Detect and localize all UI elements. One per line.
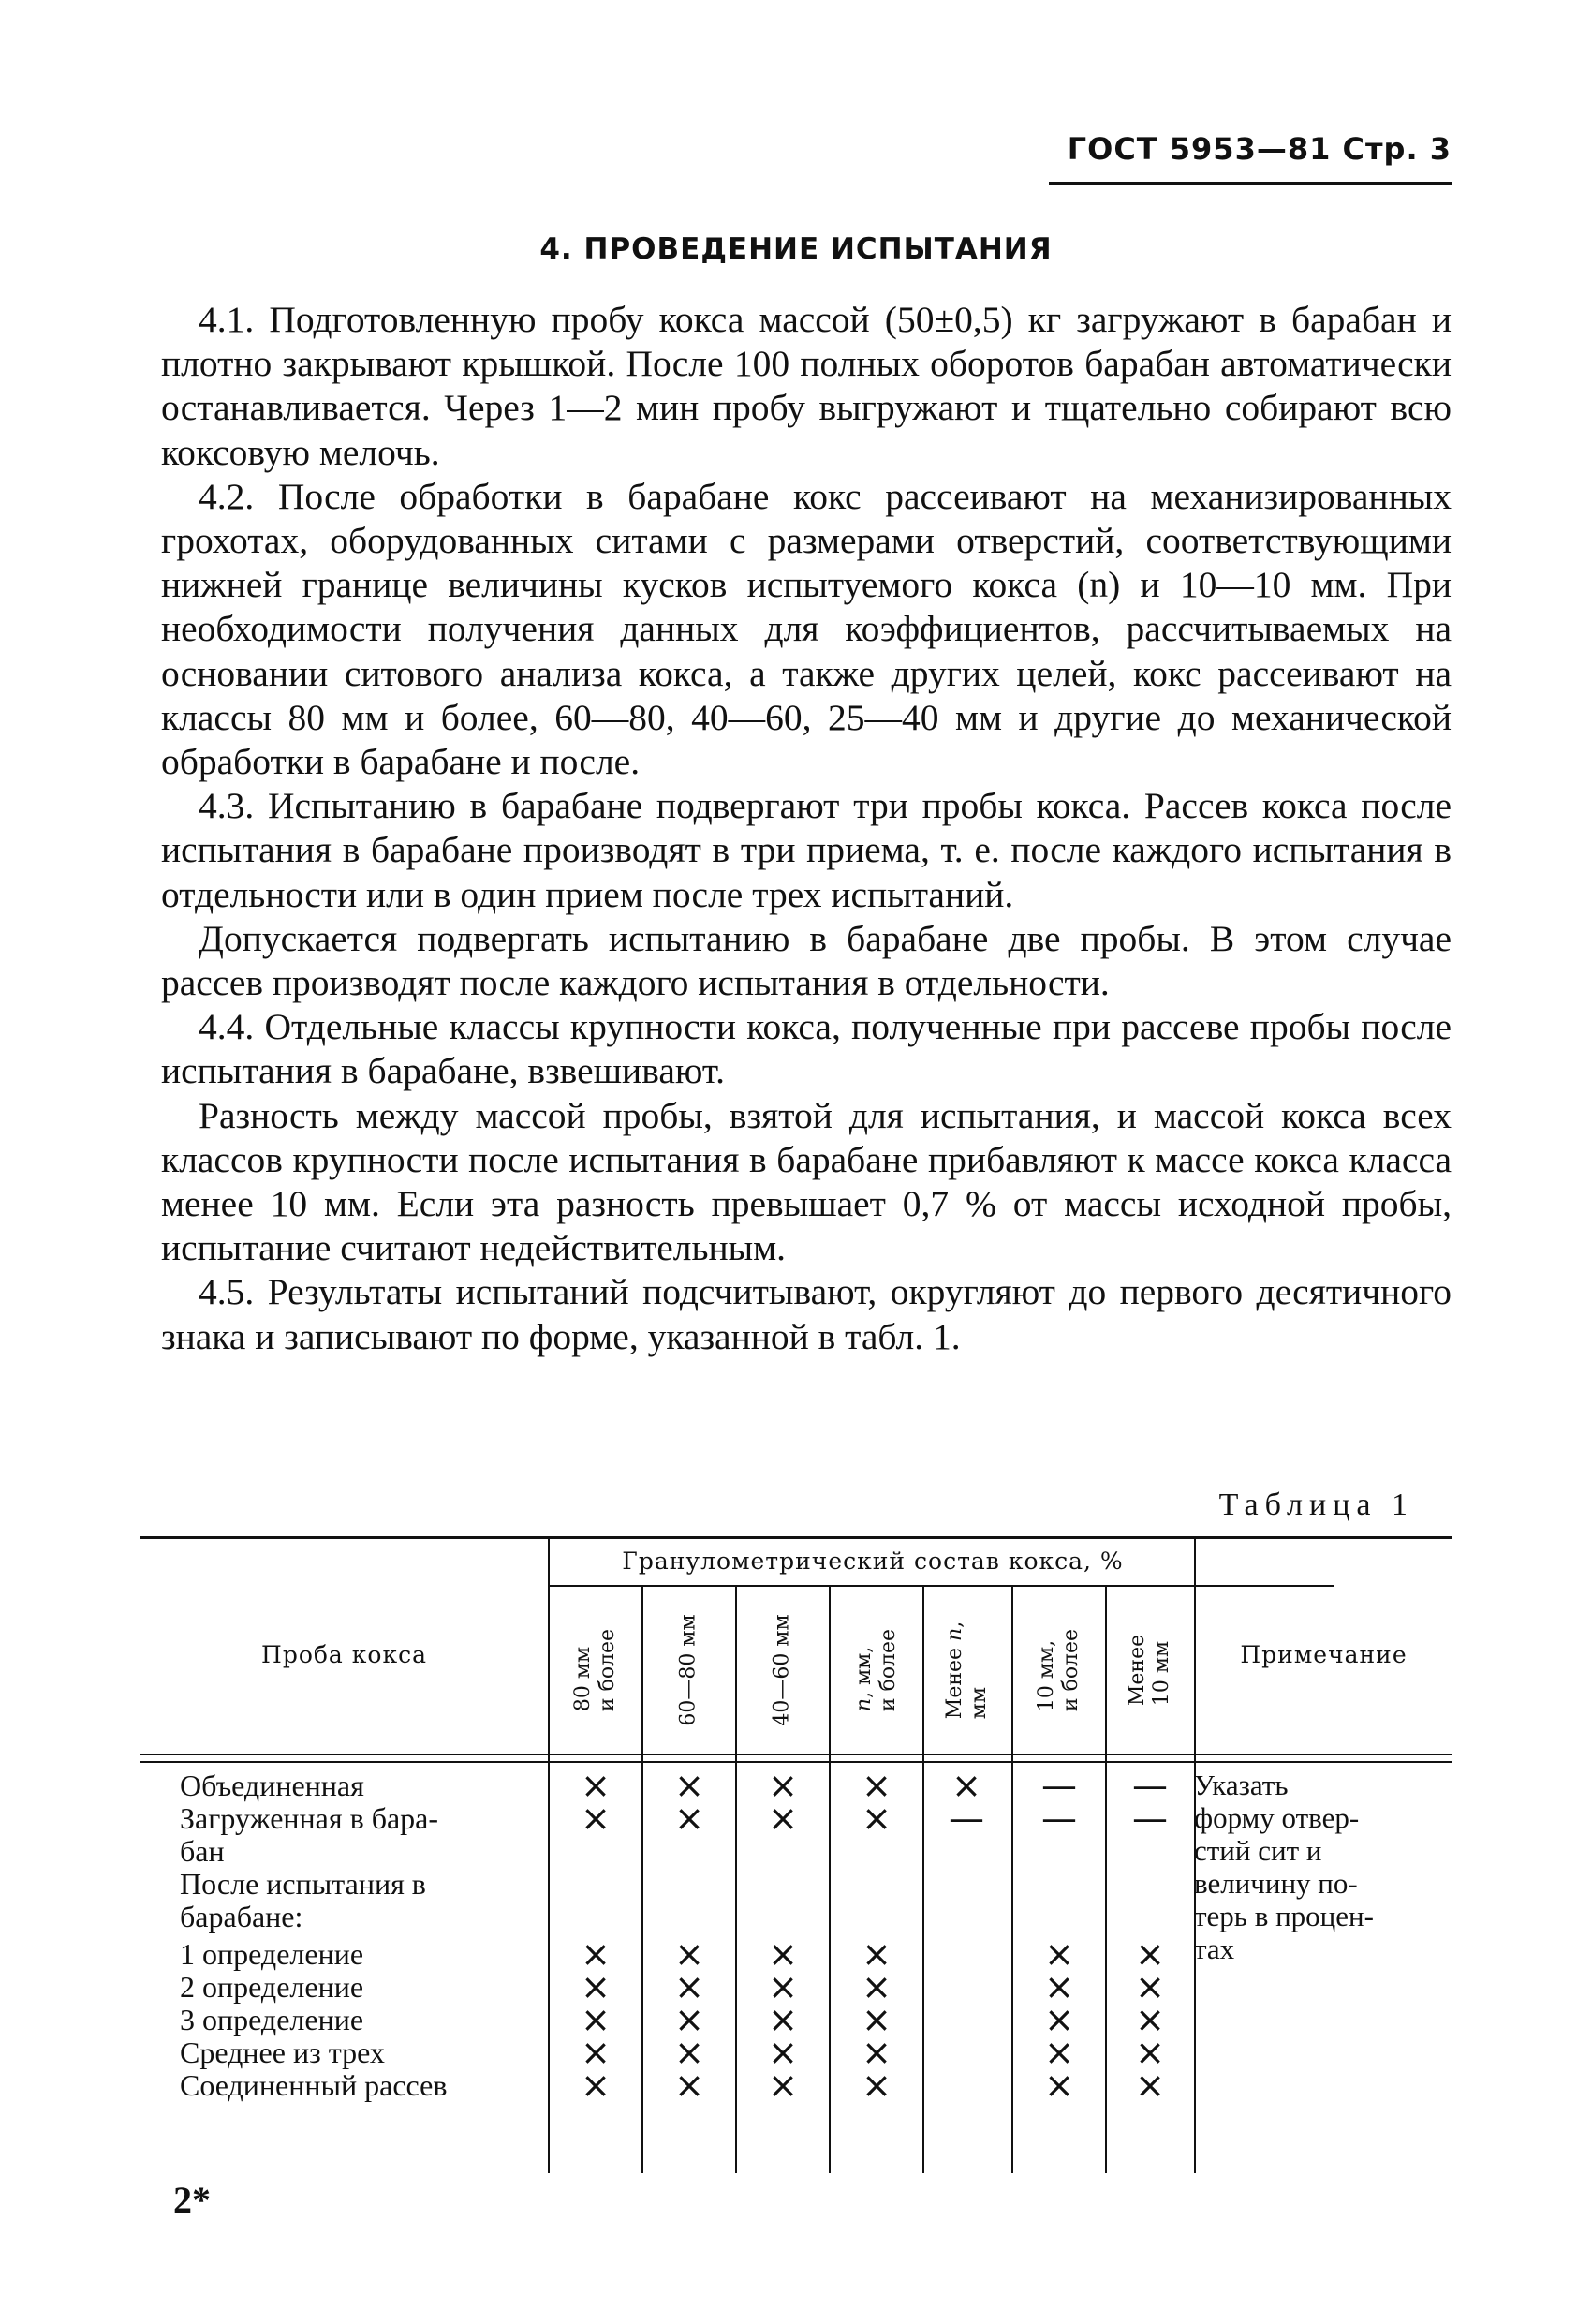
paragraph-4-4: 4.4. Отдельные классы крупности кокса, полученные при рассеве пробы после испытания в барабане, взвешивают. (161, 1006, 1452, 1092)
size-head-less-n (924, 1587, 1011, 1754)
paragraph-allowance: Допускается подвергать испытанию в барабане две пробы. В этом случае рассев производят после каждого испытания в отдельности. (161, 917, 1452, 1004)
cross-mark: × (768, 1798, 798, 1839)
cross-mark: × (768, 2032, 798, 2073)
cross-mark: × (862, 1798, 892, 1839)
paragraph-4-2: 4.2. После обработки в барабане кокс рассеивают на механизированных грохотах, оборудованных ситами с размерами отверстий, соответствующими нижней границе величины кусков испытуемого кокса (n) и 10—10 мм. При необходимости получения данных для коэффициентов, рассчитываемых на основании ситового анализа кокса, а также других целей, кокс рассеивают на классы 80 мм и более, 60—80, 40—60, 25—40 мм и другие до механической обработки в барабане и после. (161, 475, 1452, 783)
size-head-text: 10 мм, и более (1034, 1628, 1083, 1712)
note-line: тах (1194, 1932, 1235, 1965)
size-head-10 (1013, 1587, 1105, 1754)
cross-mark: × (1044, 2032, 1074, 2073)
cross-mark: × (951, 1765, 981, 1806)
row-label: барабане: (180, 1900, 303, 1933)
col-head-group: Гранулометрический состав кокса, % (622, 1547, 1124, 1575)
size-head-less-10 (1107, 1587, 1194, 1754)
cross-mark: × (862, 2032, 892, 2073)
cross-mark: × (768, 1765, 798, 1806)
dash-mark: — (1041, 1765, 1077, 1806)
cross-mark: × (1135, 2065, 1165, 2106)
dash-mark: — (949, 1798, 984, 1839)
header-bottom-rule-1 (140, 1754, 1452, 1755)
paragraph-4-5: 4.5. Результаты испытаний подсчитывают, округляют до первого десятичного знака и записывают по форме, указанной в табл. 1. (161, 1271, 1452, 1357)
row-label: Соединенный рассев (180, 2068, 448, 2102)
cross-mark: × (581, 1798, 611, 1839)
table-top-rule (140, 1536, 1452, 1539)
size-head-80 (550, 1587, 641, 1754)
cross-mark: × (1135, 2032, 1165, 2073)
cross-mark: × (674, 1999, 704, 2040)
header-rule (1049, 182, 1452, 185)
cross-mark: × (1135, 1933, 1165, 1975)
row-label: Объединенная (180, 1769, 364, 1802)
cross-mark: × (674, 1798, 704, 1839)
cross-mark: × (862, 2065, 892, 2106)
cross-mark: × (1044, 1933, 1074, 1975)
cross-mark: × (862, 1999, 892, 2040)
note-line: терь в процен- (1194, 1900, 1374, 1932)
size-head-text: Менее n, мм (943, 1621, 992, 1720)
cross-mark: × (1135, 1966, 1165, 2007)
note-line: форму отвер- (1194, 1801, 1360, 1834)
body-text (161, 298, 1452, 1359)
row-label: бан (180, 1834, 225, 1868)
cross-mark: × (1044, 1999, 1074, 2040)
cross-mark: × (768, 1966, 798, 2007)
cross-mark: × (1135, 1999, 1165, 2040)
size-head-60-80 (643, 1587, 735, 1754)
cross-mark: × (1044, 1966, 1074, 2007)
row-label: Среднее из трех (180, 2035, 385, 2069)
cross-mark: × (862, 1765, 892, 1806)
size-head-text: n, мм, и более (851, 1628, 900, 1712)
cross-mark: × (581, 2065, 611, 2106)
dash-mark: — (1132, 1765, 1168, 1806)
section-title: 4. ПРОВЕДЕНИЕ ИСПЫТАНИЯ (539, 232, 1053, 266)
dash-mark: — (1132, 1798, 1168, 1839)
size-head-text: 80 мм и более (570, 1628, 619, 1712)
row-label: Загруженная в бара- (180, 1801, 439, 1835)
cross-mark: × (581, 1765, 611, 1806)
row-label: 3 определение (180, 2003, 364, 2036)
row-label: 2 определение (180, 1970, 364, 2004)
paragraph-4-3: 4.3. Испытанию в барабане подвергают три пробы кокса. Рассев кокса после испытания в барабане производят в три приема, т. е. после каждого испытания в отдельности или в один прием после трех испытаний. (161, 785, 1452, 915)
size-head-text: 60—80 мм (677, 1614, 700, 1726)
note-line: величину по- (1194, 1867, 1358, 1900)
cross-mark: × (674, 1933, 704, 1975)
granulometry-table (140, 1536, 1452, 2173)
cross-mark: × (581, 2032, 611, 2073)
size-head-text: Менее 10 мм (1126, 1634, 1174, 1707)
cross-mark: × (581, 1999, 611, 2040)
cross-mark: × (862, 1933, 892, 1975)
cross-mark: × (581, 1933, 611, 1975)
paragraph-4-1: 4.1. Подготовленную пробу кокса массой (50±0,5) кг загружают в барабан и плотно закрывают крышкой. После 100 полных оборотов барабан автоматически останавливается. Через 1—2 мин пробу выгружают и тщательно собирают всю коксовую мелочь. (161, 299, 1452, 473)
table-caption: Таблица 1 (1218, 1488, 1414, 1522)
size-head-n (831, 1587, 922, 1754)
dash-mark: — (1041, 1798, 1077, 1839)
cross-mark: × (674, 2032, 704, 2073)
cross-mark: × (862, 1966, 892, 2007)
cross-mark: × (768, 2065, 798, 2106)
note-line: стий сит и (1194, 1834, 1322, 1867)
cross-mark: × (768, 1933, 798, 1975)
cross-mark: × (674, 1765, 704, 1806)
size-head-40-60 (737, 1587, 829, 1754)
col-head-sample: Проба кокса (261, 1641, 427, 1668)
col-head-note: Примечание (1240, 1641, 1408, 1668)
page-header: ГОСТ 5953—81 Стр. 3 (1067, 131, 1452, 167)
row-label: После испытания в (180, 1867, 426, 1901)
cross-mark: × (674, 1966, 704, 2007)
header-bottom-rule-2 (140, 1761, 1452, 1763)
paragraph-difference: Разность между массой пробы, взятой для испытания, и массой кокса всех классов крупности после испытания в барабане прибавляют к массе кокса класса менее 10 мм. Если эта разность превышает 0,7 % от массы исходной пробы, испытание считают недействительным. (161, 1094, 1452, 1269)
row-label: 1 определение (180, 1937, 364, 1971)
cross-mark: × (581, 1966, 611, 2007)
cross-mark: × (1044, 2065, 1074, 2106)
page-footer-mark: 2* (173, 2179, 211, 2221)
cross-mark: × (674, 2065, 704, 2106)
note-cell (1194, 1769, 1428, 1965)
size-head-text: 40—60 мм (771, 1614, 794, 1726)
note-line: Указать (1194, 1769, 1289, 1801)
cross-mark: × (768, 1999, 798, 2040)
